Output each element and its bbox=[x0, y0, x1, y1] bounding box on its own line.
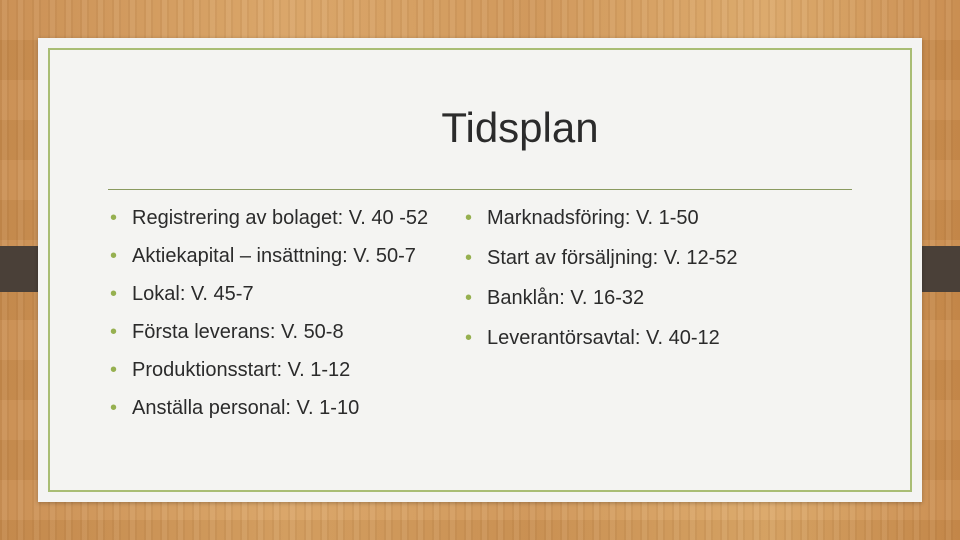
bullet-icon: • bbox=[465, 327, 473, 349]
bullet-icon: • bbox=[465, 207, 473, 229]
bullet-icon: • bbox=[465, 247, 473, 269]
list-item bbox=[463, 286, 883, 310]
list-item-text: Banklån: V. 16-32 bbox=[487, 287, 645, 309]
slide-card bbox=[38, 38, 922, 502]
list-item bbox=[463, 326, 883, 350]
list-item-text: Produktionsstart: V. 1-12 bbox=[132, 359, 351, 381]
bullet-icon: • bbox=[465, 287, 473, 309]
list-item-text: Leverantörsavtal: V. 40-12 bbox=[487, 327, 720, 349]
list-item-text: Lokal: V. 45-7 bbox=[132, 283, 254, 305]
bullet-icon: • bbox=[110, 283, 118, 305]
bullet-icon: • bbox=[110, 359, 118, 381]
list-item bbox=[108, 244, 458, 268]
list-item bbox=[108, 206, 458, 230]
list-item bbox=[108, 396, 458, 420]
list-item-text: Anställa personal: V. 1-10 bbox=[132, 397, 360, 419]
list-item-text: Marknadsföring: V. 1-50 bbox=[487, 207, 699, 229]
list-item bbox=[108, 358, 458, 382]
title-divider bbox=[108, 189, 852, 190]
bullet-icon: • bbox=[110, 397, 118, 419]
list-item bbox=[463, 246, 883, 270]
left-bullet-list bbox=[108, 206, 458, 434]
bullet-icon: • bbox=[110, 321, 118, 343]
list-item bbox=[463, 206, 883, 230]
list-item bbox=[108, 282, 458, 306]
list-item-text: Aktiekapital – insättning: V. 50-7 bbox=[132, 245, 416, 267]
list-item-text: Start av försäljning: V. 12-52 bbox=[487, 247, 738, 269]
list-item-text: Registrering av bolaget: V. 40 -52 bbox=[132, 207, 429, 229]
bullet-icon: • bbox=[110, 207, 118, 229]
list-item-text: Första leverans: V. 50-8 bbox=[132, 321, 344, 343]
list-item bbox=[108, 320, 458, 344]
right-bullet-list bbox=[463, 206, 883, 366]
bullet-icon: • bbox=[110, 245, 118, 267]
slide-title: Tidsplan bbox=[441, 104, 599, 151]
